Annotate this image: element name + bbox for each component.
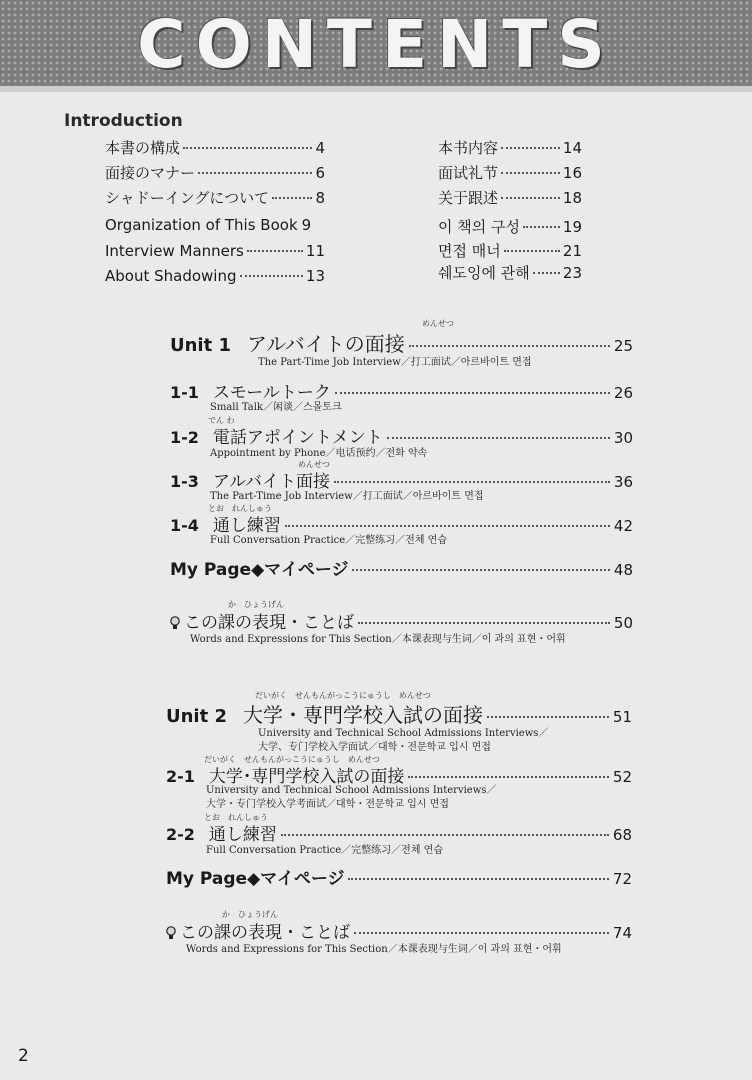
lightbulb-icon bbox=[170, 615, 180, 629]
intro-item[interactable] bbox=[438, 162, 582, 183]
leader-dots bbox=[504, 250, 560, 252]
intro-item-label: 关于跟述 bbox=[438, 189, 499, 207]
intro-title: Introduction bbox=[64, 111, 183, 131]
words-page: 50 bbox=[613, 614, 633, 632]
intro-item-label: シャドーイングについて bbox=[105, 189, 270, 207]
section-page: 68 bbox=[612, 826, 632, 844]
intro-item[interactable] bbox=[105, 267, 325, 285]
unit-title: アルバイトの面接 bbox=[247, 332, 405, 356]
furigana: めんせつ bbox=[298, 460, 330, 469]
leader-dots bbox=[354, 932, 609, 934]
lightbulb-icon bbox=[166, 925, 176, 939]
mypage-page: 72 bbox=[612, 870, 632, 888]
intro-item-page: 11 bbox=[305, 242, 325, 260]
leader-dots bbox=[285, 525, 610, 527]
section-title: スモールトーク bbox=[212, 383, 331, 403]
words-title: この課の表現・ことば bbox=[180, 923, 350, 943]
furigana: とお れんしゅう bbox=[208, 504, 272, 513]
leader-dots bbox=[281, 834, 609, 836]
section-title: 通し練習 bbox=[208, 825, 277, 845]
unit-subtitle: 大学、专门学校入学面试／대학・전문학교 입시 면접 bbox=[258, 742, 491, 753]
unit-page: 25 bbox=[613, 337, 633, 355]
furigana: とお れんしゅう bbox=[204, 813, 268, 822]
section-subtitle: 大学・专门学校入学考面试／대학・전문학교 입시 면접 bbox=[206, 799, 449, 810]
section-page: 26 bbox=[613, 384, 633, 402]
leader-dots bbox=[183, 147, 312, 149]
intro-item-label: 面接のマナー bbox=[105, 164, 196, 182]
intro-item-page: 18 bbox=[562, 189, 582, 207]
leader-dots bbox=[334, 481, 610, 483]
intro-item-page: 6 bbox=[315, 164, 325, 182]
section-subtitle: Appointment by Phone／电话预约／전화 약속 bbox=[210, 448, 428, 459]
furigana: でん わ bbox=[208, 416, 235, 425]
intro-item-label: 이 책의 구성 bbox=[438, 218, 520, 236]
intro-item-page: 23 bbox=[562, 264, 582, 282]
leader-dots bbox=[335, 392, 610, 394]
furigana: だいがく せんもんがっこうにゅうし めんせつ bbox=[204, 755, 380, 764]
intro-item-label: 쉐도잉에 관해 bbox=[438, 264, 530, 282]
intro-item[interactable] bbox=[438, 137, 582, 158]
leader-dots bbox=[247, 250, 303, 252]
intro-item[interactable] bbox=[105, 162, 325, 183]
section-subtitle: The Part-Time Job Interview／打工面试／아르바이트 면접 bbox=[210, 491, 484, 502]
section-title: 大学･専門学校入試の面接 bbox=[208, 767, 405, 787]
mypage-page: 48 bbox=[613, 561, 633, 579]
leader-dots bbox=[387, 437, 610, 439]
intro-item[interactable] bbox=[438, 240, 582, 261]
contents-title: CONTENTS bbox=[137, 6, 615, 83]
leader-dots bbox=[348, 878, 608, 880]
unit-page: 51 bbox=[612, 708, 632, 726]
unit-subtitle: University and Technical School Admissions Interviews／ bbox=[258, 728, 549, 739]
intro-item[interactable] bbox=[105, 137, 325, 158]
intro-item[interactable] bbox=[105, 187, 325, 208]
section-number: 2-2 bbox=[166, 825, 195, 844]
section-title: 通し練習 bbox=[212, 516, 281, 536]
mypage-label: My Page◆マイページ bbox=[166, 869, 345, 889]
words-page: 74 bbox=[612, 924, 632, 942]
furigana: か ひょうげん bbox=[222, 910, 278, 919]
intro-item-label: Organization of This Book bbox=[105, 216, 298, 234]
section-page: 30 bbox=[613, 429, 633, 447]
page-number: 2 bbox=[18, 1046, 29, 1066]
intro-item[interactable] bbox=[438, 262, 582, 283]
section-subtitle: Small Talk／闲谈／스몰토크 bbox=[210, 402, 342, 413]
intro-item[interactable] bbox=[438, 216, 582, 237]
section-number: 1-4 bbox=[170, 516, 199, 535]
intro-item-page: 14 bbox=[562, 139, 582, 157]
intro-item-label: 面试礼节 bbox=[438, 164, 499, 182]
intro-item-label: About Shadowing bbox=[105, 267, 237, 285]
unit-subtitle: The Part-Time Job Interview／打工面试／아르바이트 면접 bbox=[258, 357, 532, 368]
intro-item-page: 4 bbox=[315, 139, 325, 157]
leader-dots bbox=[501, 147, 560, 149]
intro-item-page: 9 bbox=[301, 216, 312, 234]
leader-dots bbox=[358, 622, 610, 624]
leader-dots bbox=[408, 776, 609, 778]
section-page: 42 bbox=[613, 517, 633, 535]
leader-dots bbox=[501, 197, 560, 199]
section-page: 52 bbox=[612, 768, 632, 786]
unit-label: Unit 2 bbox=[166, 706, 227, 727]
intro-item[interactable] bbox=[105, 216, 345, 234]
leader-dots bbox=[533, 272, 560, 274]
section-subtitle: University and Technical School Admissions Interviews／ bbox=[206, 785, 497, 796]
intro-item-page: 16 bbox=[562, 164, 582, 182]
words-subtitle: Words and Expressions for This Section／本课表现与生词／이 과의 표현・어휘 bbox=[190, 634, 566, 645]
section-number: 1-1 bbox=[170, 383, 199, 402]
leader-dots bbox=[501, 172, 560, 174]
unit-label: Unit 1 bbox=[170, 335, 231, 356]
intro-item-page: 8 bbox=[315, 189, 325, 207]
section-page: 36 bbox=[613, 473, 633, 491]
unit-title: 大学・専門学校入試の面接 bbox=[243, 703, 483, 727]
section-subtitle: Full Conversation Practice／完整练习／전체 연습 bbox=[210, 535, 447, 546]
intro-item-page: 21 bbox=[562, 242, 582, 260]
leader-dots bbox=[487, 716, 609, 718]
intro-item-label: Interview Manners bbox=[105, 242, 244, 260]
furigana: だいがく せんもんがっこうにゅうし めんせつ bbox=[255, 691, 431, 700]
intro-item-label: 면접 매너 bbox=[438, 242, 501, 260]
words-title: この課の表現・ことば bbox=[184, 613, 354, 633]
intro-item[interactable] bbox=[105, 242, 325, 260]
leader-dots bbox=[198, 172, 312, 174]
intro-item-label: 本书内容 bbox=[438, 139, 499, 157]
furigana: めんせつ bbox=[422, 319, 454, 328]
leader-dots bbox=[523, 226, 560, 228]
section-title: アルバイト面接 bbox=[212, 472, 331, 492]
section-number: 1-3 bbox=[170, 472, 199, 491]
mypage-entry[interactable] bbox=[170, 555, 633, 580]
furigana: か ひょうげん bbox=[228, 600, 284, 609]
intro-item-page: 19 bbox=[562, 218, 582, 236]
intro-item-page: 13 bbox=[305, 267, 325, 285]
section-title: 電話アポイントメント bbox=[212, 428, 383, 448]
mypage-entry[interactable] bbox=[166, 864, 632, 889]
mypage-label: My Page◆マイページ bbox=[170, 560, 349, 580]
section-subtitle: Full Conversation Practice／完整练习／전체 연습 bbox=[206, 845, 443, 856]
words-subtitle: Words and Expressions for This Section／本课表现与生词／이 과의 표현・어휘 bbox=[186, 944, 562, 955]
leader-dots bbox=[352, 569, 609, 571]
contents-header bbox=[0, 0, 752, 92]
section-number: 2-1 bbox=[166, 767, 195, 786]
leader-dots bbox=[272, 197, 312, 199]
leader-dots bbox=[409, 345, 610, 347]
leader-dots bbox=[240, 275, 303, 277]
intro-item[interactable] bbox=[438, 187, 582, 208]
intro-item-label: 本書の構成 bbox=[105, 139, 181, 157]
section-number: 1-2 bbox=[170, 428, 199, 447]
